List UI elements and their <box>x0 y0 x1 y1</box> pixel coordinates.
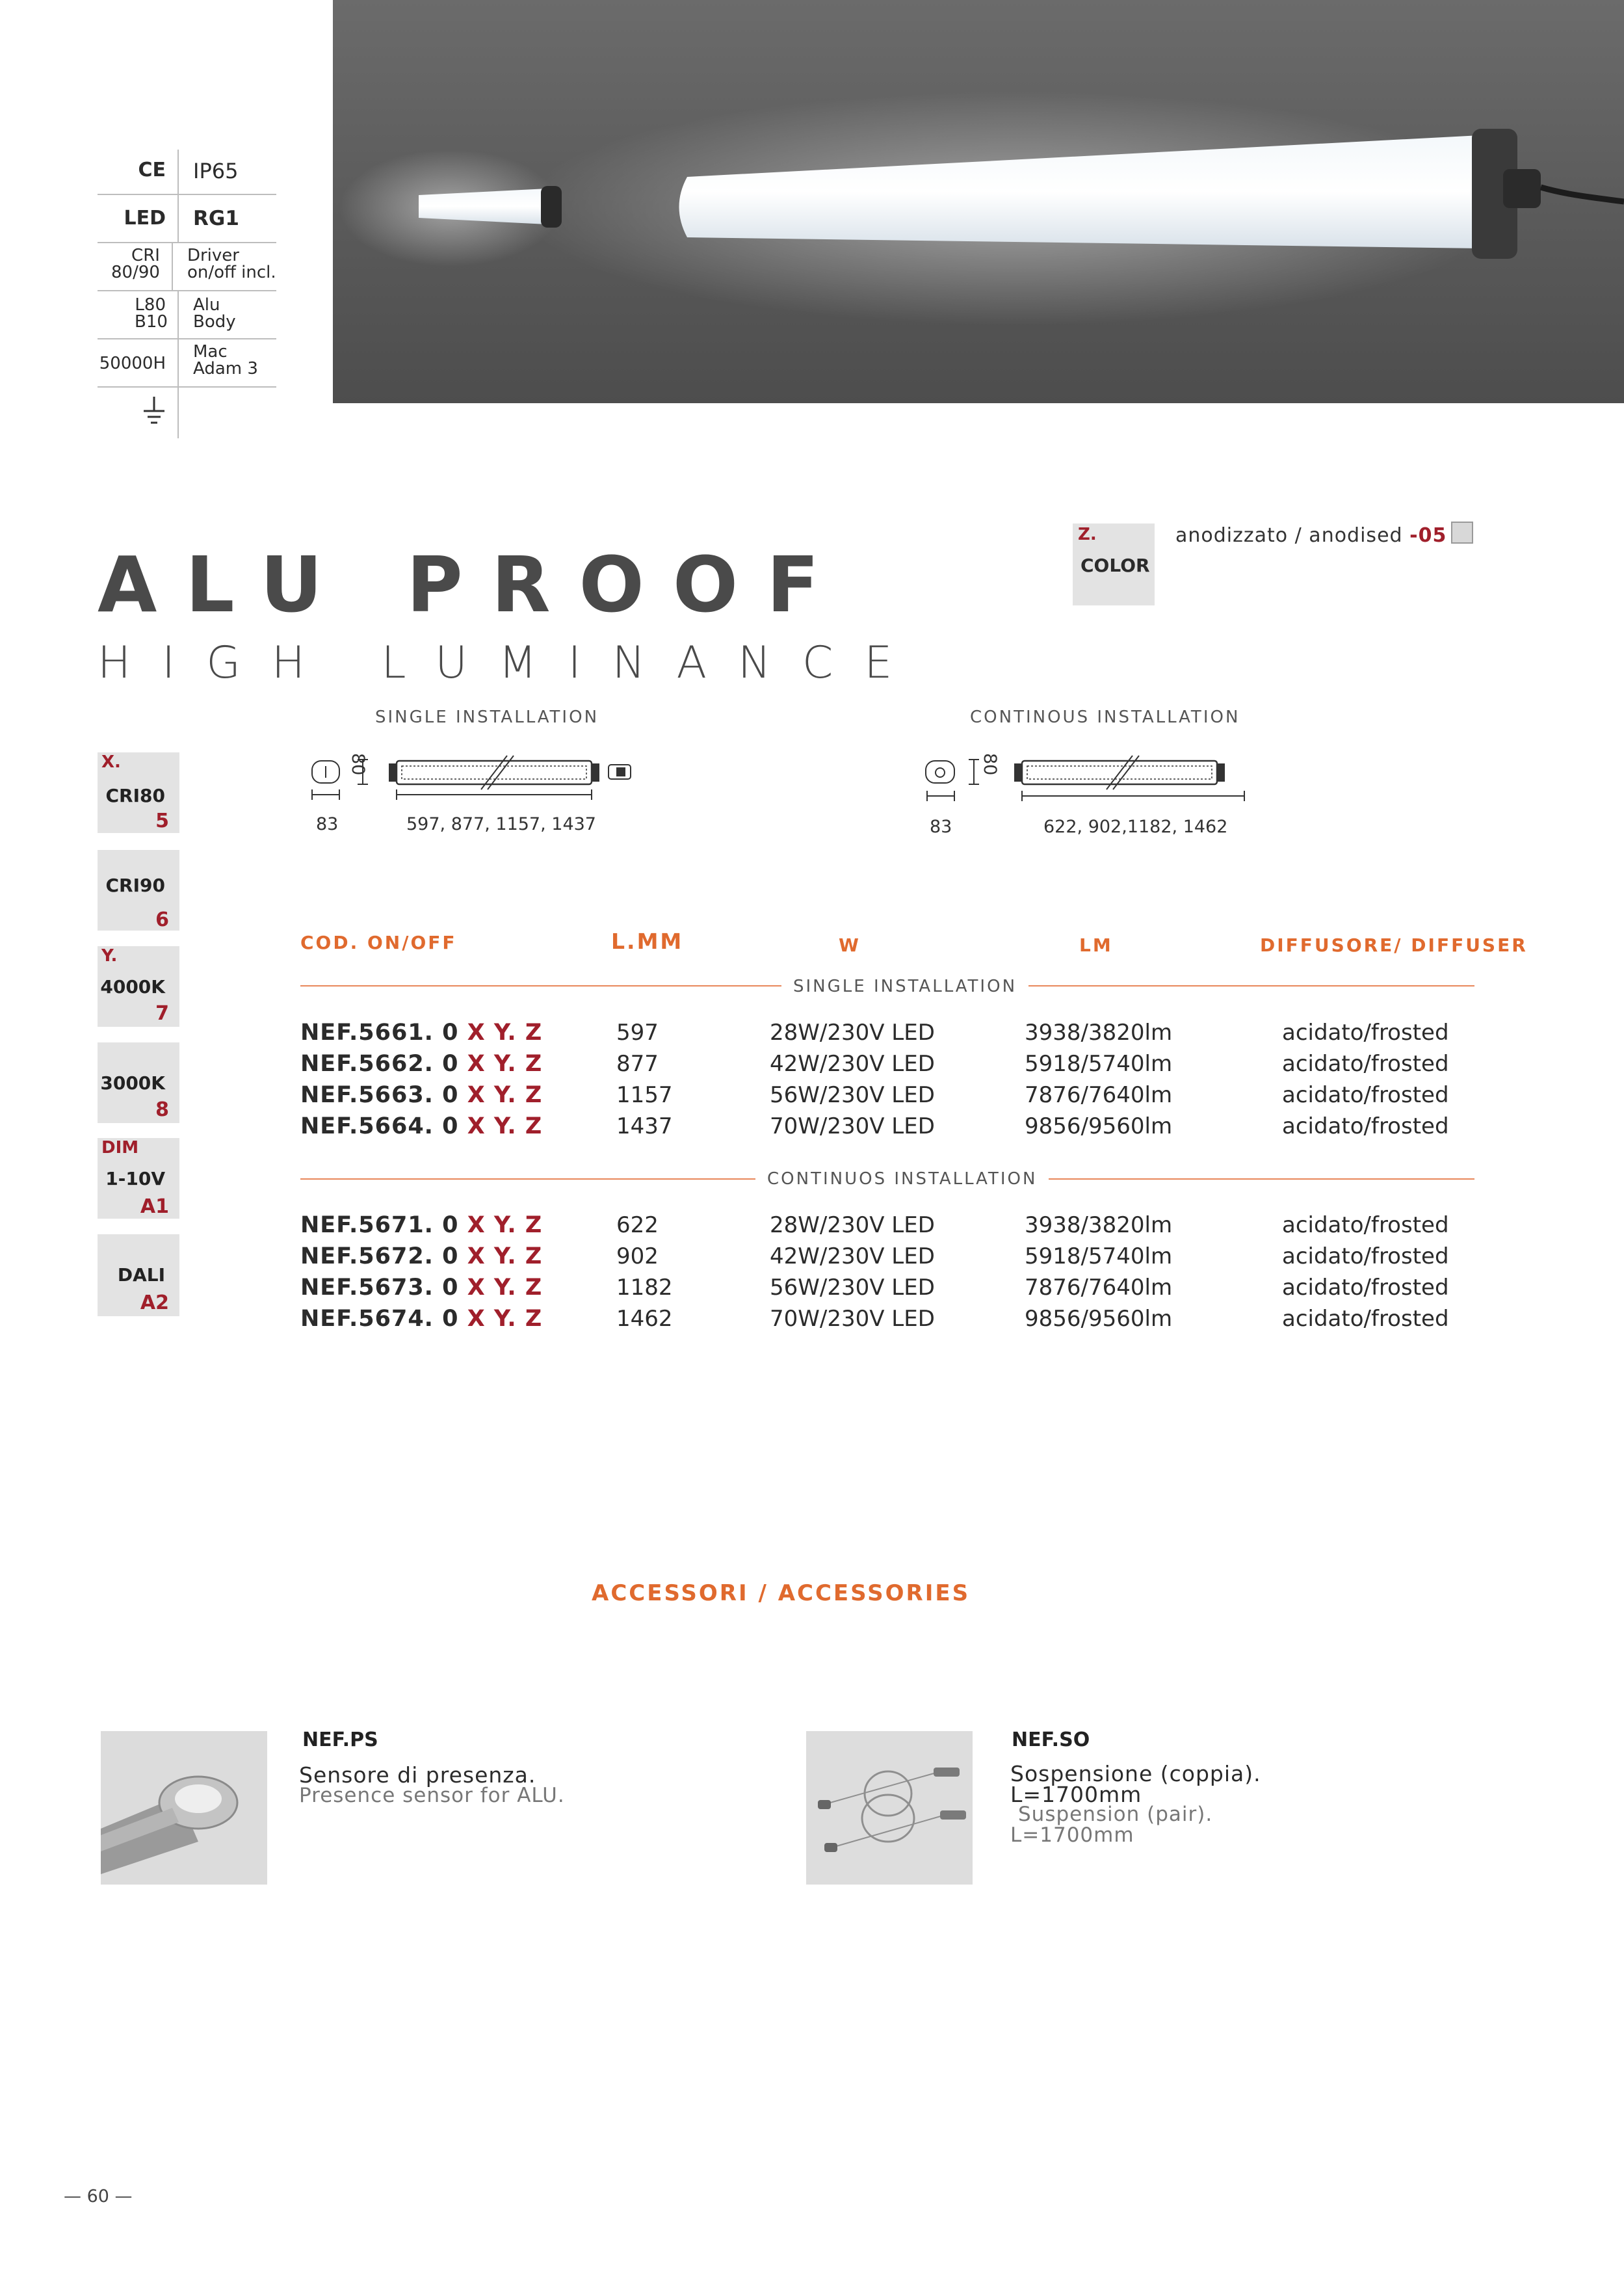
presence-sensor-image <box>101 1731 267 1885</box>
code-cell <box>300 1212 542 1238</box>
cable-gland <box>1503 169 1541 208</box>
watt-cell: 70W/230V LED <box>770 1113 935 1139</box>
product-code: NEF.5664. 0 <box>300 1113 459 1139</box>
color-option-text: anodizzato / anodised <box>1175 524 1403 547</box>
suspension-svg <box>806 1731 973 1885</box>
option-dali-code: A2 <box>140 1291 169 1314</box>
length-cell: 877 <box>616 1051 659 1077</box>
code-cell <box>300 1243 542 1269</box>
watt-cell: 42W/230V LED <box>770 1051 935 1077</box>
code-cell <box>300 1020 542 1046</box>
code-cell <box>300 1275 542 1301</box>
option-4000k <box>98 946 179 1027</box>
diffuser-cell: acidato/frosted <box>1282 1051 1449 1077</box>
suspension-image <box>806 1731 973 1885</box>
spec-table <box>98 150 276 438</box>
product-code-xyz: X Y. Z <box>467 1113 543 1139</box>
earth-ground-icon <box>98 388 179 438</box>
driver-label: Driver on/off incl. <box>187 246 276 282</box>
product-code: NEF.5674. 0 <box>300 1306 459 1332</box>
color-label: COLOR <box>1080 555 1150 576</box>
body-material: Alu Body <box>193 295 236 332</box>
lumen-maintenance <box>98 291 179 338</box>
option-dali-name: DALI <box>117 1264 165 1286</box>
ps-description-it: Sensore di presenza. <box>299 1762 536 1788</box>
diffuser-cell: acidato/frosted <box>1282 1243 1449 1269</box>
product-photo <box>333 0 1624 403</box>
single-width-dim: 83 <box>316 814 339 834</box>
small-tube-cap <box>541 186 562 228</box>
option-dali <box>98 1234 179 1316</box>
option-cri80-name: CRI80 <box>105 785 165 806</box>
length-cell: 597 <box>616 1020 659 1046</box>
table-row <box>300 1051 1474 1082</box>
spec-row-hours <box>98 339 276 388</box>
spec-row-ce <box>98 150 276 195</box>
continuous-installation-title: CONTINOUS INSTALLATION <box>970 708 1240 727</box>
diffuser-cell: acidato/frosted <box>1282 1212 1449 1238</box>
so-description-it: Sospensione (coppia). <box>1010 1761 1261 1786</box>
spec-row-cri <box>98 243 276 291</box>
lumen-cell: 7876/7640lm <box>1025 1275 1173 1301</box>
option-4000k-code: 7 <box>155 1002 169 1025</box>
product-code-xyz: X Y. Z <box>467 1306 543 1332</box>
lifetime-hours: 50000H <box>98 339 179 386</box>
accessories-title: ACCESSORI / ACCESSORIES <box>592 1580 971 1606</box>
watt-cell: 56W/230V LED <box>770 1275 935 1301</box>
product-photo-svg <box>333 0 1624 403</box>
single-height-dim: 80 <box>348 753 368 776</box>
so-code: NEF.SO <box>1012 1728 1090 1751</box>
spec-row-ground <box>98 388 276 438</box>
cri-label: CRI 80/90 <box>98 243 173 290</box>
header-lumen: LM <box>1079 934 1113 956</box>
so-length-it: L=1700mm <box>1010 1782 1142 1807</box>
option-cri80 <box>98 752 179 833</box>
lumen-cell: 7876/7640lm <box>1025 1082 1173 1108</box>
macadam: Mac Adam 3 <box>193 342 258 378</box>
ps-description-en: Presence sensor for ALU. <box>299 1784 565 1807</box>
dim-label: DIM <box>101 1138 139 1158</box>
option-1-10v-name: 1-10V <box>105 1168 165 1189</box>
lumen-cell: 5918/5740lm <box>1025 1243 1173 1269</box>
code-cell <box>300 1082 542 1108</box>
page-number: — 60 — <box>64 2186 133 2206</box>
z-label: Z. <box>1078 525 1097 544</box>
table-row <box>300 1082 1474 1113</box>
ps-code: NEF.PS <box>302 1728 378 1751</box>
earth-ground-symbol-svg <box>142 397 166 427</box>
option-3000k <box>98 1042 179 1123</box>
continuous-lengths-dim: 622, 902,1182, 1462 <box>1043 817 1228 837</box>
power-cable <box>1541 187 1624 202</box>
presence-sensor-svg <box>101 1731 267 1885</box>
y-label: Y. <box>101 946 118 966</box>
continuous-installation-diagram <box>924 754 1263 809</box>
ce-mark <box>98 150 179 194</box>
header-diffuser: DIFFUSORE/ DIFFUSER <box>1260 934 1528 956</box>
x-label: X. <box>101 752 121 772</box>
so-length-en: L=1700mm <box>1010 1823 1134 1847</box>
product-title: ALU PROOF <box>98 540 848 629</box>
continuous-width-dim: 83 <box>930 817 952 837</box>
lumen-cell: 9856/9560lm <box>1025 1306 1173 1332</box>
option-cri90-name: CRI90 <box>105 875 165 896</box>
option-1-10v-code: A1 <box>140 1195 169 1218</box>
watt-cell: 56W/230V LED <box>770 1082 935 1108</box>
lumen-cell: 9856/9560lm <box>1025 1113 1173 1139</box>
watt-cell: 70W/230V LED <box>770 1306 935 1332</box>
option-cri80-code: 5 <box>155 810 169 832</box>
table-row <box>300 1212 1474 1243</box>
product-code: NEF.5673. 0 <box>300 1275 459 1301</box>
watt-cell: 28W/230V LED <box>770 1020 935 1046</box>
product-code: NEF.5671. 0 <box>300 1212 459 1238</box>
spec-row-lifetime <box>98 291 276 339</box>
diffuser-cell: acidato/frosted <box>1282 1275 1449 1301</box>
length-cell: 1437 <box>616 1113 673 1139</box>
product-code: NEF.5661. 0 <box>300 1020 459 1046</box>
ce-mark-text: CE <box>138 159 166 181</box>
product-code-xyz: X Y. Z <box>467 1212 543 1238</box>
continuous-installation-svg <box>924 754 1263 806</box>
watt-cell: 42W/230V LED <box>770 1243 935 1269</box>
header-watt: W <box>839 934 861 956</box>
so-description-en: Suspension (pair). <box>1018 1803 1213 1826</box>
option-1-10v <box>98 1138 179 1219</box>
table-row <box>300 1243 1474 1275</box>
risk-group: RG1 <box>193 207 239 230</box>
ip-rating: IP65 <box>193 159 239 183</box>
continuous-height-dim: 80 <box>980 753 1000 776</box>
product-code-xyz: X Y. Z <box>467 1082 543 1108</box>
table-row <box>300 1275 1474 1306</box>
lumen-cell: 3938/3820lm <box>1025 1212 1173 1238</box>
lumen-cell: 5918/5740lm <box>1025 1051 1173 1077</box>
table-row <box>300 1020 1474 1051</box>
table-row <box>300 1306 1474 1337</box>
header-length: L.MM <box>611 929 684 954</box>
code-cell <box>300 1306 542 1332</box>
option-3000k-code: 8 <box>155 1098 169 1121</box>
watt-cell: 28W/230V LED <box>770 1212 935 1238</box>
single-section-label: SINGLE INSTALLATION <box>781 977 1028 996</box>
product-code-xyz: X Y. Z <box>467 1275 543 1301</box>
option-cri90-code: 6 <box>155 908 169 931</box>
lumen-maintenance-text: L80 B10 <box>135 295 168 332</box>
spec-row-led <box>98 195 276 243</box>
table-row <box>300 1113 1474 1145</box>
color-option-code: -05 <box>1409 524 1447 547</box>
code-cell <box>300 1051 542 1077</box>
code-cell <box>300 1113 542 1139</box>
color-option-box <box>1073 523 1155 605</box>
option-4000k-name: 4000K <box>100 976 165 998</box>
single-lengths-dim: 597, 877, 1157, 1437 <box>406 814 596 834</box>
product-code: NEF.5662. 0 <box>300 1051 459 1077</box>
length-cell: 902 <box>616 1243 659 1269</box>
product-code-xyz: X Y. Z <box>467 1051 543 1077</box>
length-cell: 622 <box>616 1212 659 1238</box>
product-subtitle: HIGH LUMINANCE <box>98 637 924 689</box>
diffuser-cell: acidato/frosted <box>1282 1306 1449 1332</box>
header-code: COD. ON/OFF <box>300 932 457 953</box>
color-swatch <box>1451 522 1473 544</box>
length-cell: 1462 <box>616 1306 673 1332</box>
color-option-anodised <box>1175 524 1447 547</box>
led-label: LED <box>98 195 179 242</box>
product-code-xyz: X Y. Z <box>467 1020 543 1046</box>
diffuser-cell: acidato/frosted <box>1282 1020 1449 1046</box>
single-installation-title: SINGLE INSTALLATION <box>375 708 599 727</box>
option-3000k-name: 3000K <box>100 1072 165 1094</box>
continuous-section-label: CONTINUOS INSTALLATION <box>755 1169 1049 1189</box>
length-cell: 1157 <box>616 1082 673 1108</box>
lumen-cell: 3938/3820lm <box>1025 1020 1173 1046</box>
diffuser-cell: acidato/frosted <box>1282 1082 1449 1108</box>
diffuser-cell: acidato/frosted <box>1282 1113 1449 1139</box>
length-cell: 1182 <box>616 1275 673 1301</box>
product-code: NEF.5663. 0 <box>300 1082 459 1108</box>
product-code: NEF.5672. 0 <box>300 1243 459 1269</box>
product-code-xyz: X Y. Z <box>467 1243 543 1269</box>
option-cri90 <box>98 850 179 931</box>
